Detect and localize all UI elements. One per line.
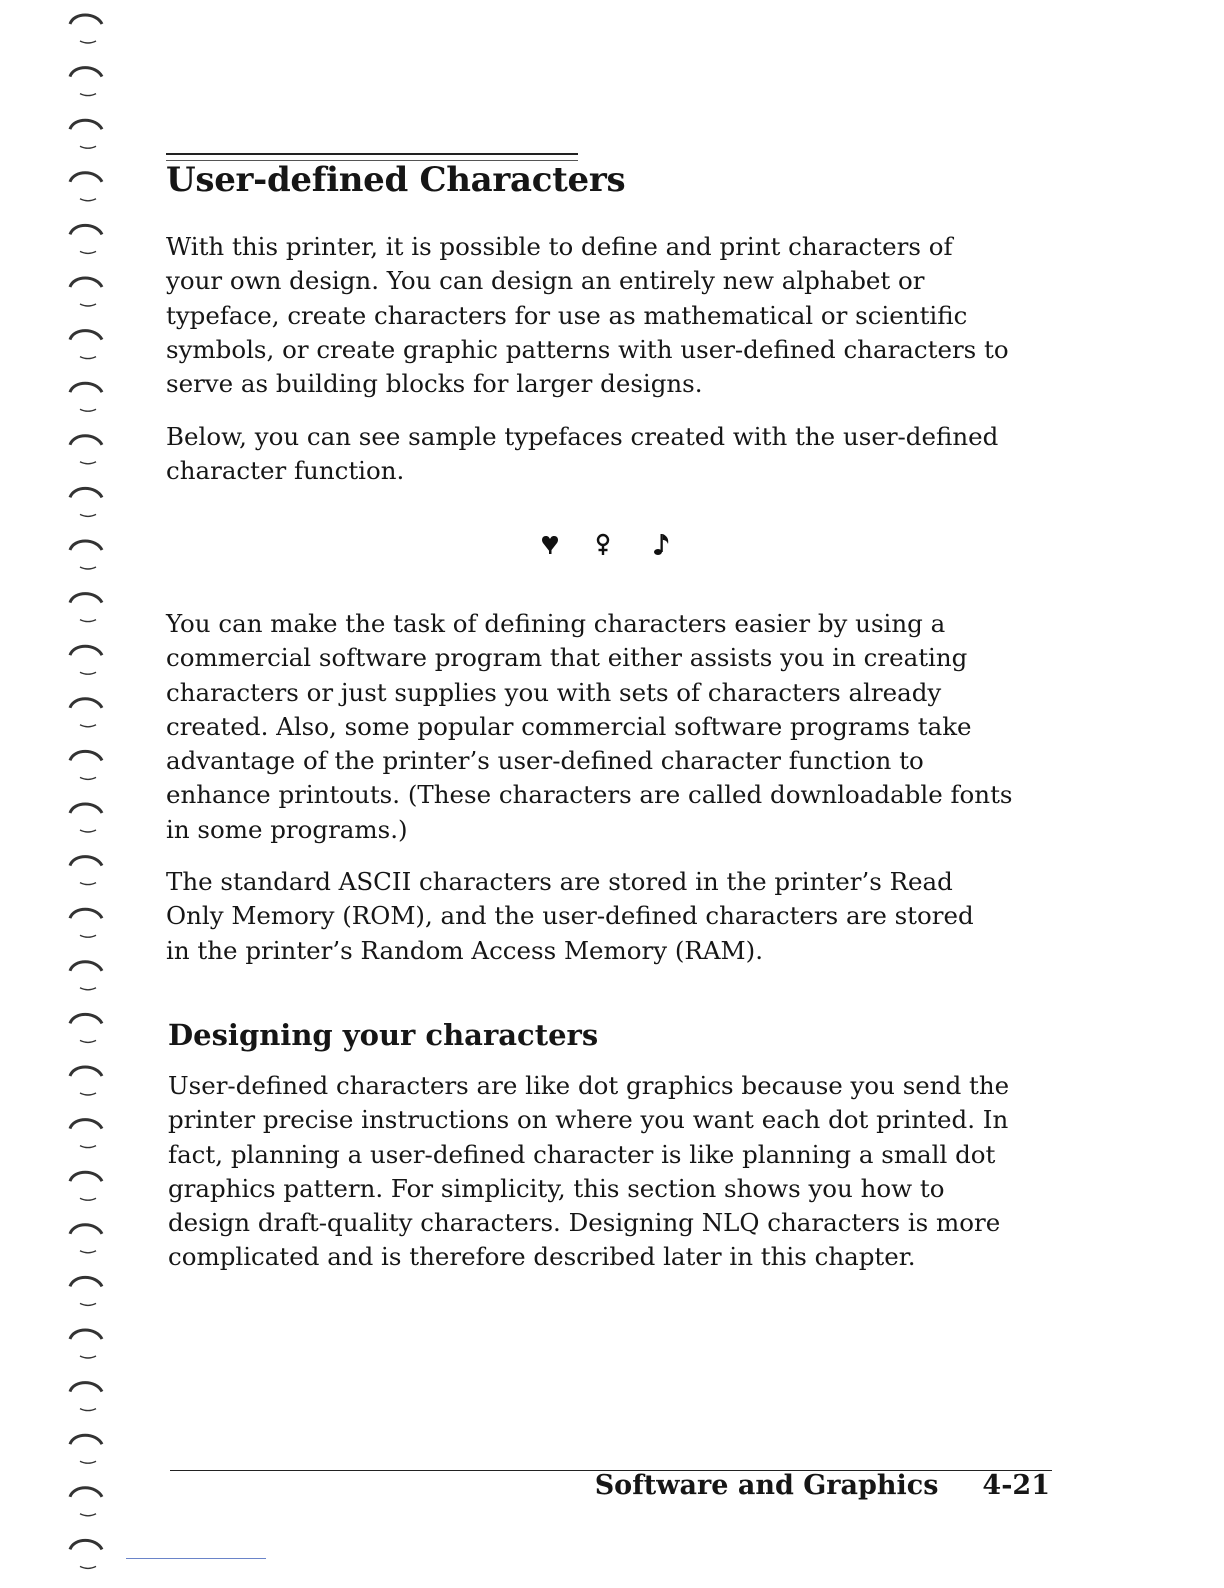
paragraph-line: User-defined characters are like dot graphics because you send the — [168, 1071, 1010, 1100]
binding-hole-mark — [70, 173, 102, 182]
page-footer — [595, 1470, 1050, 1501]
binding-hole-mark — [80, 988, 96, 990]
binding-holes — [60, 0, 130, 1584]
music-note-glyph-icon — [654, 534, 668, 555]
binding-hole-mark — [70, 594, 102, 603]
binding-hole-mark — [70, 436, 102, 445]
binding-hole-mark — [70, 1277, 102, 1286]
page-number: 4-21 — [982, 1470, 1050, 1501]
binding-hole-mark — [80, 1251, 96, 1253]
binding-hole-mark — [70, 962, 102, 971]
binding-hole-mark — [70, 225, 102, 234]
paragraph-line: character function. — [166, 456, 405, 486]
paragraph-line: your own design. You can design an entirely new alphabet or — [166, 266, 925, 296]
binding-hole-mark — [80, 1146, 96, 1148]
binding-hole-mark — [70, 1120, 102, 1129]
binding-hole-mark — [80, 725, 96, 727]
binding-hole-mark — [80, 1356, 96, 1358]
paragraph-line: Only Memory (ROM), and the user-defined characters are stored — [166, 901, 974, 931]
paragraph-line: design draft-quality characters. Designing NLQ characters is more — [168, 1208, 1001, 1238]
binding-hole-mark — [80, 1093, 96, 1095]
binding-hole-mark — [70, 1225, 102, 1234]
binding-hole-mark — [80, 620, 96, 622]
binding-hole-mark — [70, 751, 102, 760]
section-heading: User-defined Characters — [166, 160, 626, 200]
binding-hole-mark — [70, 331, 102, 340]
binding-hole-mark — [70, 1383, 102, 1392]
sample-glyphs — [538, 530, 678, 560]
paragraph-intro-3 — [166, 607, 1013, 847]
binding-hole-mark — [70, 68, 102, 77]
paragraph-intro-1 — [166, 230, 1009, 401]
paragraph-line: commercial software program that either assists you in creating — [166, 643, 968, 673]
binding-hole-mark — [70, 804, 102, 813]
binding-hole-mark — [70, 857, 102, 866]
paragraph-line: printer precise instructions on where you want each dot printed. In — [168, 1105, 1009, 1135]
binding-hole-mark — [70, 541, 102, 550]
binding-hole-mark — [80, 1303, 96, 1305]
binding-holes-drawing — [60, 0, 130, 1584]
binding-hole-mark — [70, 646, 102, 655]
binding-hole-mark — [70, 1488, 102, 1497]
binding-hole-mark — [80, 777, 96, 779]
binding-hole-mark — [80, 409, 96, 411]
binding-hole-mark — [80, 1514, 96, 1516]
paragraph-line: complicated and is therefore described later in this chapter. — [168, 1242, 916, 1272]
binding-hole-mark — [80, 672, 96, 674]
binding-hole-mark — [80, 146, 96, 148]
paragraph-intro-2 — [166, 420, 998, 489]
paragraph-line: The standard ASCII characters are stored in the printer’s Read — [166, 867, 953, 896]
paragraph-design — [168, 1069, 1009, 1275]
document-page — [166, 0, 1056, 1584]
binding-hole-mark — [80, 883, 96, 885]
paragraph-line: in some programs.) — [166, 814, 408, 844]
binding-hole-mark — [80, 462, 96, 464]
binding-hole-mark — [80, 1198, 96, 1200]
binding-hole-mark — [70, 699, 102, 708]
binding-hole-mark — [70, 909, 102, 918]
binding-hole-mark — [80, 357, 96, 359]
binding-hole-mark — [70, 488, 102, 497]
paragraph-line: characters or just supplies you with sets of characters already — [166, 677, 942, 707]
binding-hole-mark — [80, 567, 96, 569]
paragraph-line: Below, you can see sample typefaces created with the user-defined — [166, 422, 999, 451]
binding-hole-mark — [70, 15, 102, 24]
binding-hole-mark — [70, 120, 102, 129]
binding-hole-mark — [80, 514, 96, 516]
binding-hole-mark — [80, 41, 96, 43]
paragraph-line: typeface, create characters for use as mathematical or scientific — [166, 300, 968, 330]
binding-hole-mark — [80, 1409, 96, 1411]
paragraph-line: in the printer’s Random Access Memory (RAM). — [166, 935, 763, 965]
female-symbol-glyph-icon — [598, 535, 608, 555]
binding-hole-mark — [80, 94, 96, 96]
binding-hole-mark — [70, 1330, 102, 1339]
paragraph-intro-4 — [166, 865, 974, 968]
binding-hole-mark — [80, 1461, 96, 1463]
binding-hole-mark — [70, 1067, 102, 1076]
binding-hole-mark — [70, 383, 102, 392]
binding-hole-mark — [70, 1435, 102, 1444]
sample-glyphs-drawing — [538, 530, 678, 560]
paragraph-line: You can make the task of defining characters easier by using a — [166, 609, 946, 638]
paragraph-line: serve as building blocks for larger designs. — [166, 369, 703, 399]
footer-section-title: Software and Graphics — [594, 1470, 939, 1501]
binding-hole-mark — [70, 1014, 102, 1023]
binding-hole-mark — [80, 251, 96, 253]
binding-hole-mark — [80, 1040, 96, 1042]
heart-like-glyph-icon — [542, 536, 558, 554]
binding-hole-mark — [70, 1172, 102, 1181]
paragraph-line: graphics pattern. For simplicity, this section shows you how to — [168, 1173, 945, 1203]
binding-hole-mark — [80, 1566, 96, 1568]
paragraph-line: advantage of the printer’s user-defined character function to — [166, 746, 924, 776]
binding-hole-mark — [80, 830, 96, 832]
paragraph-line: With this printer, it is possible to define and print characters of — [166, 232, 953, 261]
binding-hole-mark — [70, 278, 102, 287]
paragraph-line: fact, planning a user-defined character is like planning a small dot — [168, 1139, 996, 1169]
paragraph-line: symbols, or create graphic patterns with user-defined characters to — [166, 334, 1009, 364]
scan-edge-line — [126, 1558, 266, 1559]
binding-hole-mark — [80, 304, 96, 306]
binding-hole-mark — [70, 1540, 102, 1549]
paragraph-line: created. Also, some popular commercial software programs take — [166, 711, 972, 741]
binding-hole-mark — [80, 199, 96, 201]
paragraph-line: enhance printouts. (These characters are called downloadable fonts — [166, 780, 1013, 810]
subsection-heading: Designing your characters — [168, 1018, 599, 1052]
binding-hole-mark — [80, 935, 96, 937]
